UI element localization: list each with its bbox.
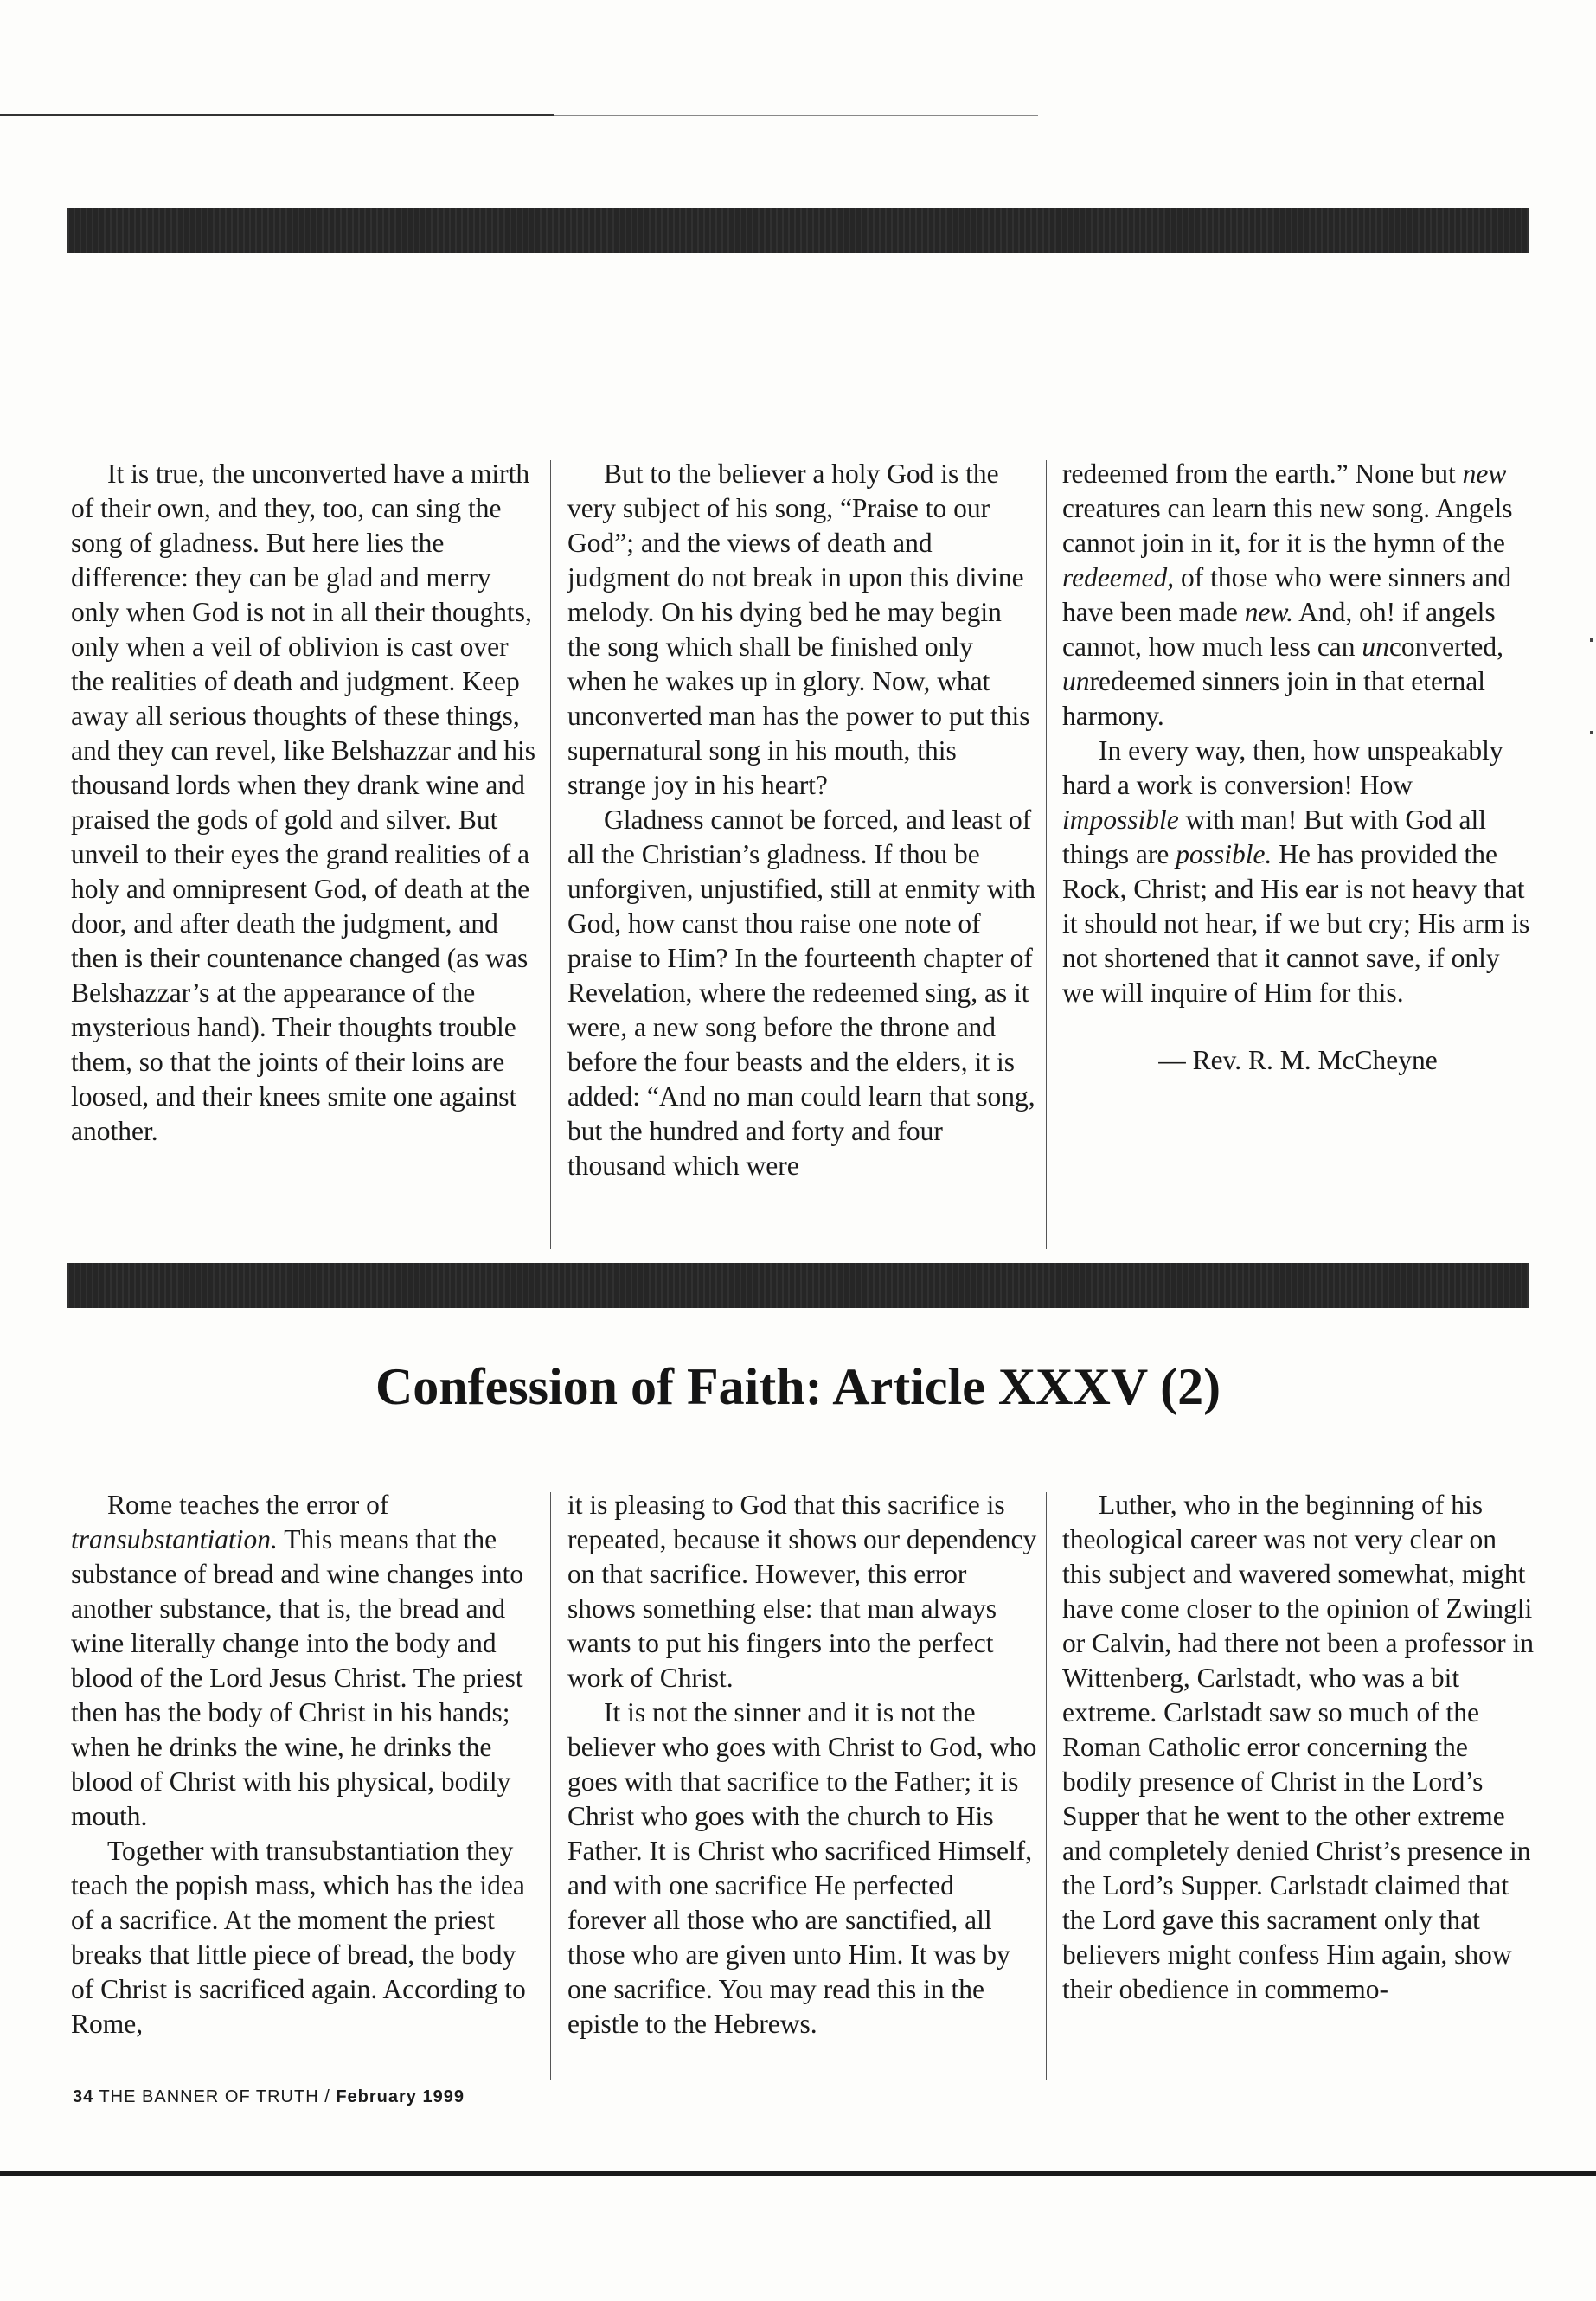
bottom-rule: [0, 2171, 1596, 2176]
top-rule-faint: [554, 115, 1038, 116]
column-divider: [1046, 1492, 1047, 2080]
column-divider: [1046, 460, 1047, 1249]
article1-col2-paragraph-2: Gladness cannot be forced, and least of all the Christian’s gladness. If thou be unforgiven, unjustified, still at enmity with God, how canst thou raise one note of praise to Him? In the fourteenth chapter of Revelation, where the redeemed sing, as it were, a new song before the throne and before the four beasts and the elders, it is added: “And no man could learn that song, but the hundred and forty and four thousand which were: [567, 804, 1035, 1181]
article1-col3-paragraph-2: In every way, then, how unspeakably hard a work is conversion! How impossible with man! But with God all things are possible. He has provided the Rock, Christ; and His ear is not heavy that it should not hear, if we but cry; His arm is not shortened that it cannot save, if only we will inquire of Him for this.: [1062, 735, 1530, 1008]
scan-edge-mark: [1590, 731, 1593, 734]
article2-column-3: [1062, 1488, 1534, 2007]
article1-col1-paragraph-1: It is true, the unconverted have a mirth of their own, and they, too, can sing the song of gladness. But here lies the difference: they can be glad and merry only when God is not in all their thoughts, only when a veil of oblivion is cast over the realities of death and judgment. Keep away all serious thoughts of these things, and they can revel, like Belshazzar and his thousand lords when they drank wine and praised the gods of gold and silver. But unveil to their eyes the grand realities of a holy and omnipresent God, of death at the door, and after death the judgment, and then is their countenance changed (as was Belshazzar’s at the appearance of the mysterious hand). Their thoughts trouble them, so that the joints of their loins are loosed, and their knees smite one against another.: [71, 458, 536, 1146]
footer-separator: /: [324, 2087, 330, 2106]
article1-col3-paragraph-1: redeemed from the earth.” None but new creatures can learn this new song. Angels cannot join in it, for it is the hymn of the redeemed, of those who were sinners and have been made new. And, oh! if angels cannot, how much less can unconverted, unredeemed sinners join in that eternal harmony.: [1062, 458, 1513, 731]
header-band-middle: [67, 1263, 1529, 1308]
author-signature: — Rev. R. M. McCheyne: [1158, 1045, 1438, 1075]
issue-date: February 1999: [336, 2087, 465, 2106]
scan-edge-mark: [1590, 638, 1593, 642]
article2-col1-paragraph-2: Together with transubstantiation they teach the popish mass, which has the idea of a sacrifice. At the moment the priest breaks that little piece of bread, the body of Christ is sacrificed again. According to Rome,: [71, 1836, 526, 2039]
article2-col3-paragraph-1: Luther, who in the beginning of his theological career was not very clear on this subject and wavered somewhat, might have come closer to the opinion of Zwingli or Calvin, had there not been a professor in Wittenberg, Carlstadt, who was a bit extreme. Carlstadt saw so much of the Roman Catholic error concerning the bodily presence of Christ in the Lord’s Supper that he went to the other extreme and completely denied Christ’s presence in the Lord’s Supper. Carlstadt claimed that the Lord gave this sacrament only that believers might confess Him again, show their obedience in commemo-: [1062, 1490, 1534, 2004]
article1-column-3: [1062, 457, 1534, 1078]
article1-column-2: [567, 457, 1039, 1183]
article2-col1-paragraph-1: Rome teaches the error of transubstantiation. This means that the substance of bread and wine changes into another substance, that is, the bread and wine literally change into the body and blood of the Lord Jesus Christ. The priest then has the body of Christ in his hands; when he drinks the wine, he drinks the blood of Christ with his physical, bodily mouth.: [71, 1490, 524, 1831]
column-divider: [550, 1492, 551, 2080]
article1-column-1: [71, 457, 542, 1149]
article-title: Confession of Faith: Article XXXV (2): [375, 1358, 1221, 1415]
page-number: 34: [73, 2087, 94, 2106]
column-divider: [550, 460, 551, 1249]
article2-col2-paragraph-2: It is not the sinner and it is not the believer who goes with Christ to God, who goes with that sacrifice to the Father; it is Christ who goes with the church to His Father. It is Christ who sacrificed Himself, and with one sacrifice He perfected forever all those who are sanctified, all those who are given unto Him. It was by one sacrifice. You may read this in the epistle to the Hebrews.: [567, 1697, 1037, 2039]
top-rule: [0, 114, 554, 116]
article2-column-1: [71, 1488, 542, 2041]
header-band-top: [67, 208, 1529, 253]
article2-col2-paragraph-1: it is pleasing to God that this sacrifice is repeated, because it shows our dependency on that sacrifice. However, this error shows something else: that man always wants to put his fingers into the perfect work of Christ.: [567, 1490, 1037, 1693]
article2-column-2: [567, 1488, 1039, 2041]
article1-col2-paragraph-1: But to the believer a holy God is the very subject of his song, “Praise to our God”; and the views of death and judgment do not break in upon this divine melody. On his dying bed he may begin the song which shall be finished only when he wakes up in glory. Now, what unconverted man has the power to put this supernatural song in his mouth, this strange joy in his heart?: [567, 458, 1030, 800]
publication-name: THE BANNER OF TRUTH: [99, 2087, 319, 2106]
page-footer: [73, 2087, 465, 2107]
